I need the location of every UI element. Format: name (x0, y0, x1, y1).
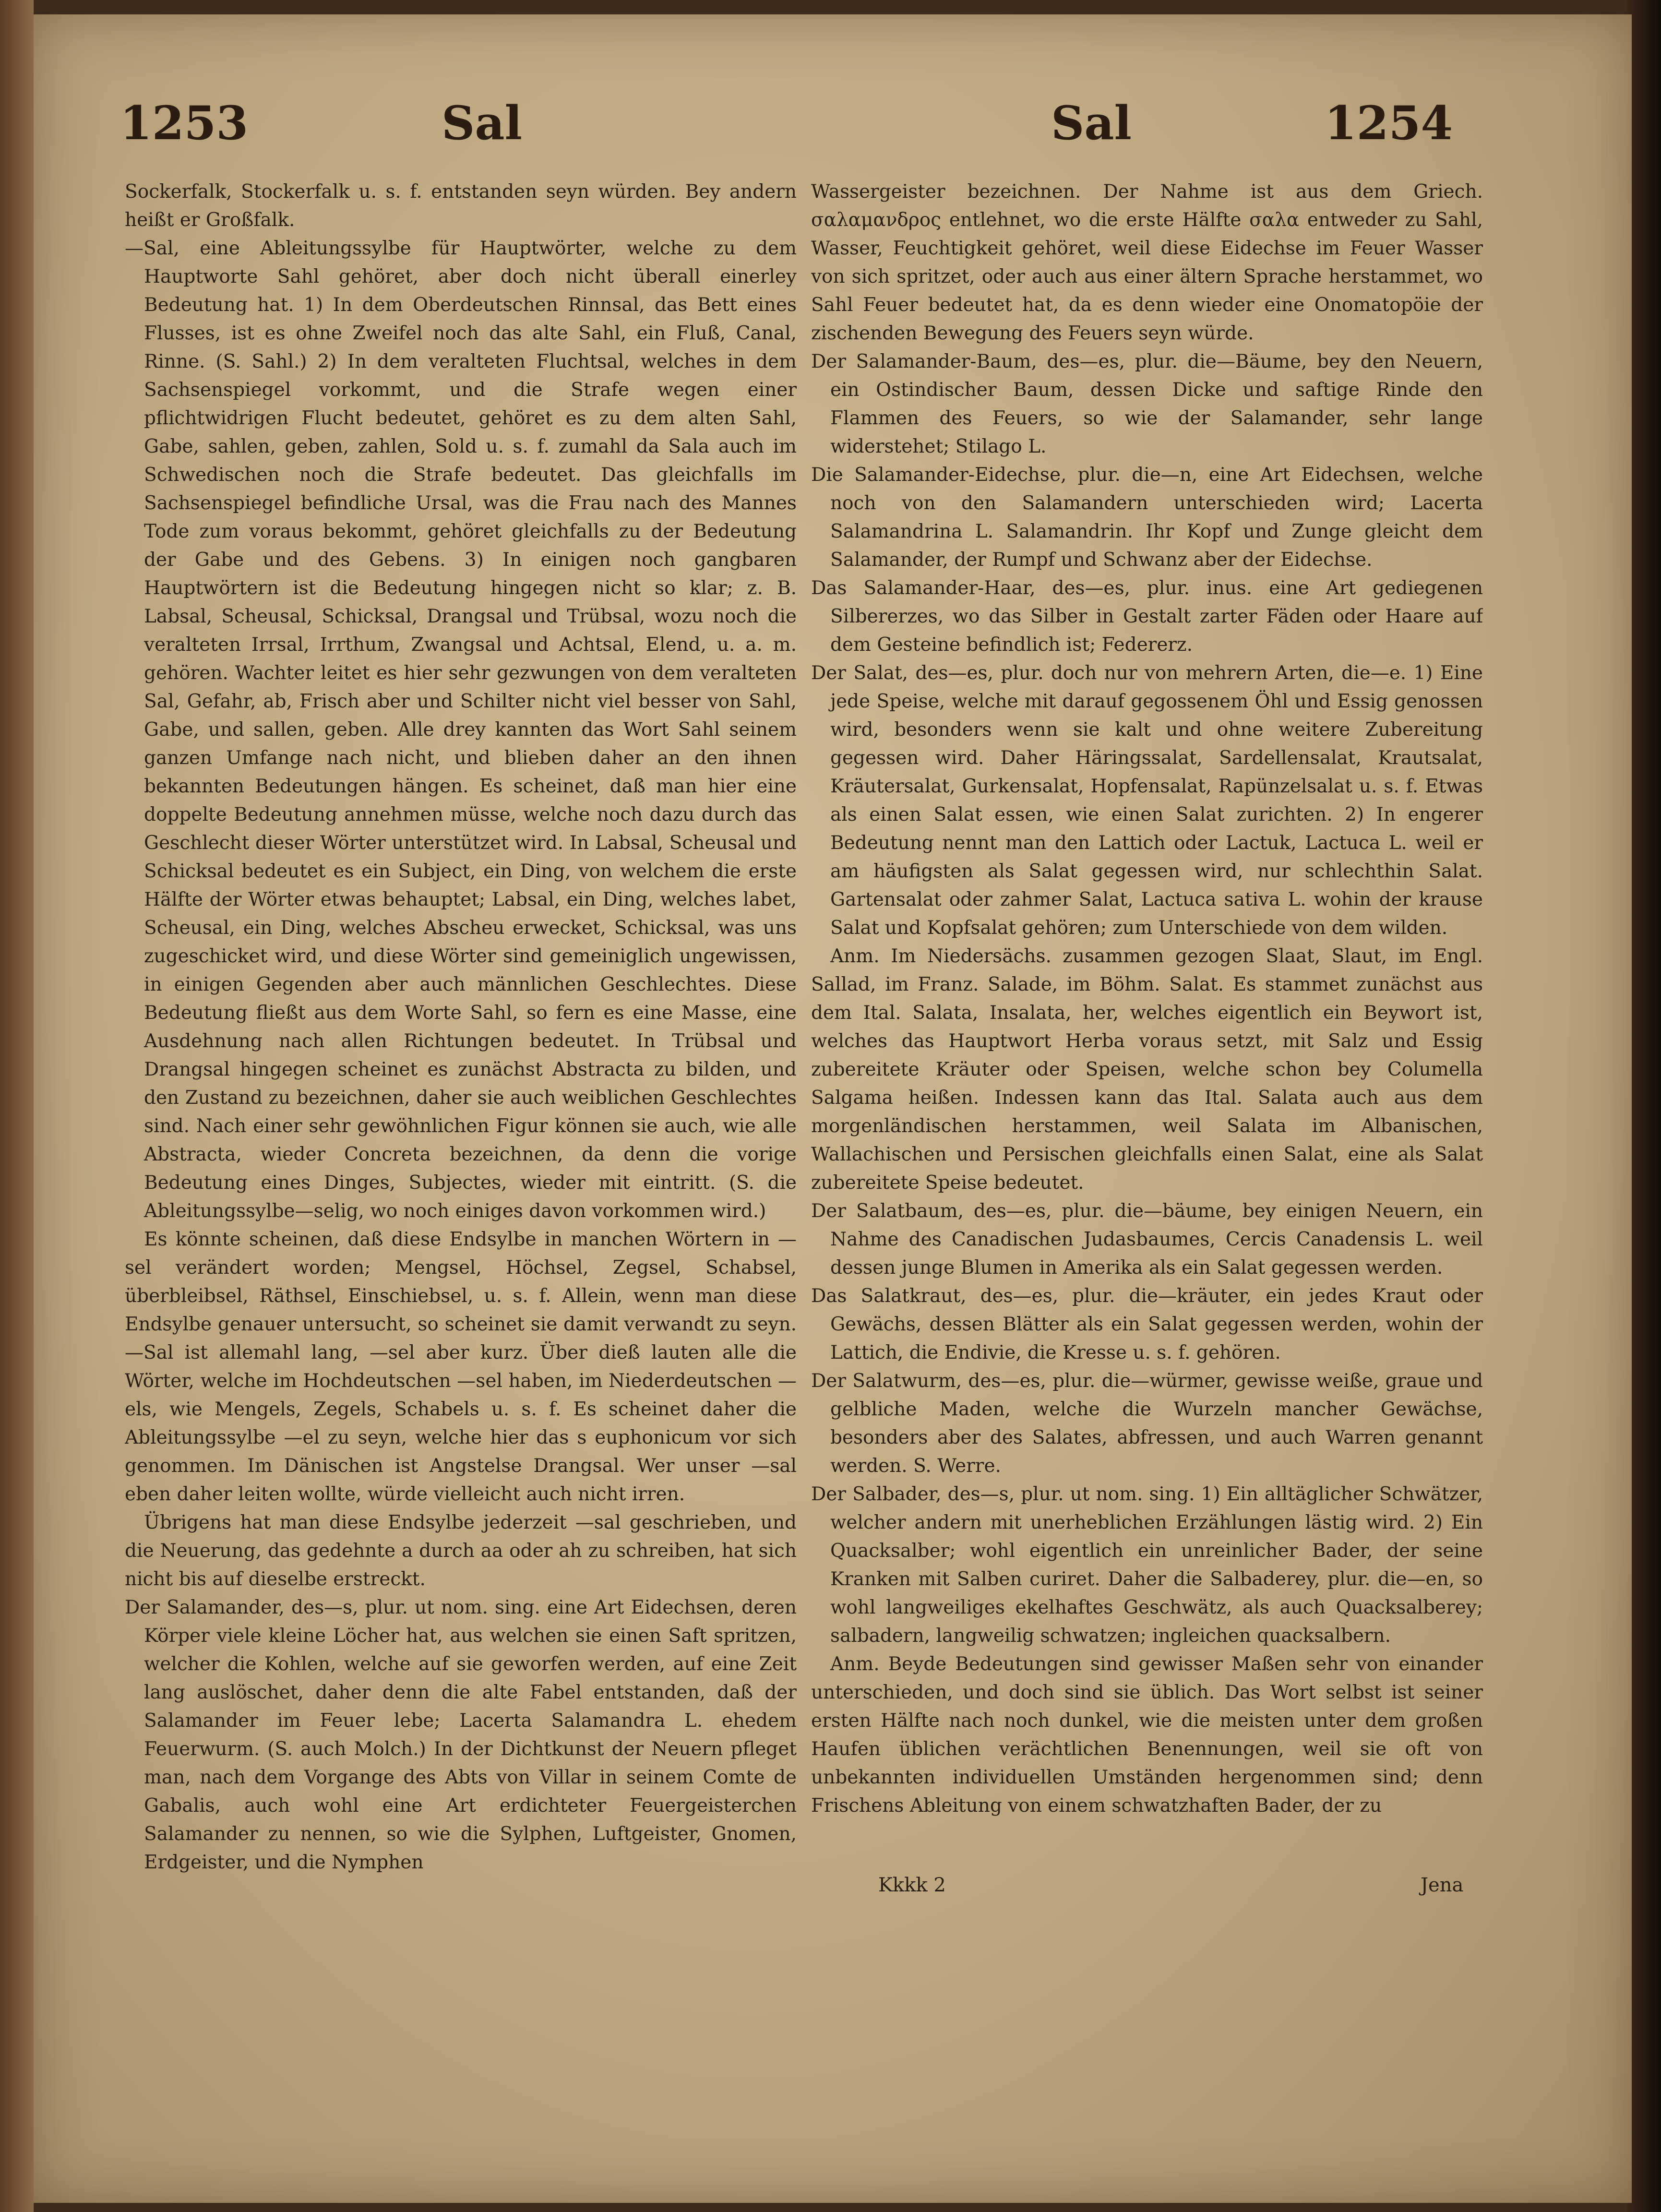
page-number-left: 1253 (120, 96, 249, 150)
running-head-right: Sal (1051, 96, 1132, 150)
running-head-left: Sal (442, 96, 522, 150)
annotation: Anm. Beyde Bedeutungen sind gewisser Maßen sehr von einander unterschieden, und doch sind sie üblich. Das Wort selbst ist seiner ersten Hälfte nach noch dunkel, wie die meisten unter dem großen Haufen üblichen verächtlichen Benennungen, weil sie oft von unbekannten individuellen Umständen hergenommen sind; denn Frischens Ableitung von einem schwatzhaften Bader, der zu (811, 1653, 1483, 1817)
book-gutter (0, 0, 34, 2212)
dictionary-entry-salatkraut: Das Salatkraut, des—es, plur. die—kräuter, ein jedes Kraut oder Gewächs, dessen Blätter als ein Salat gegessen werden, wohin der Lattich, die Endivie, die Kresse u. s. f. gehören. (811, 1285, 1483, 1363)
page-number-right: 1254 (1325, 96, 1453, 150)
paragraph: Sockerfalk, Stockerfalk u. s. f. entstanden seyn würden. Bey andern heißt er Großfalk. (125, 181, 797, 231)
dictionary-entry-sal: —Sal, eine Ableitungssylbe für Hauptwörter, welche zu dem Hauptworte Sahl gehöret, aber doch nicht überall einerley Bedeutung hat. 1) In dem Oberdeutschen Rinnsal, das Bett eines Flusses, ist es ohne Zweifel noch das alte Sahl, ein Fluß, Canal, Rinne. (S. Sahl.) 2) In dem veralteten Fluchtsal, welches in dem Sachsenspiegel vorkommt, und die Strafe wegen einer pflichtwidrigen Flucht bedeutet, gehöret es zu dem alten Sahl, Gabe, sahlen, geben, zahlen, Sold u. s. f. zumahl da Sala auch im Schwedischen noch die Strafe bedeutet. Das gleichfalls im Sachsenspiegel befindliche Ursal, was die Frau nach des Mannes Tode zum voraus bekommt, gehöret gleichfalls zu der Bedeutung der Gabe und des Gebens. 3) In einigen noch gangbaren Hauptwörtern ist die Bedeutung hingegen nicht so klar; z. B. Labsal, Scheusal, Schicksal, Drangsal und Trübsal, wozu noch die veralteten Irrsal, Irrthum, Zwangsal und Achtsal, Elend, u. a. m. gehören. Wachter leitet es hier sehr gezwungen von dem veralteten Sal, Gefahr, ab, Frisch aber und Schilter nicht viel besser von Sahl, Gabe, und sallen, geben. Alle drey kannten das Wort Sahl seinem ganzen Umfange nach nicht, und blieben daher an den ihnen bekannten Bedeutungen hängen. Es scheinet, daß man hier eine doppelte Bedeutung annehmen müsse, welche noch dazu durch das Geschlecht dieser Wörter unterstützet wird. In Labsal, Scheusal und Schicksal bedeutet es ein Subject, ein Ding, von welchem die erste Hälfte der Wörter etwas behauptet; Labsal, ein Ding, welches labet, Scheusal, ein Ding, welches Abscheu erwecket, Schicksal, was uns zugeschicket wird, und diese Wörter sind gemeiniglich ungewissen, in einigen Gegenden aber auch männlichen Geschlechtes. Diese Bedeutung fließt aus dem Worte Sahl, so fern es eine Masse, eine Ausdehnung nach allen Richtungen bedeutet. In Trübsal und Drangsal hingegen scheinet es zunächst Abstracta zu bilden, und den Zustand zu bezeichnen, daher sie auch weiblichen Geschlechtes sind. Nach einer sehr gewöhnlichen Figur können sie auch, wie alle Abstracta, wieder Concreta bezeichnen, da denn die vorige Bedeutung eines Dinges, Subjectes, wieder mit eintritt. (S. die Ableitungssylbe—selig, wo noch einiges davon vorkommen wird.) (125, 238, 797, 1222)
dictionary-entry-salamander-baum: Der Salamander-Baum, des—es, plur. die—Bäume, bey den Neuern, ein Ostindischer Baum, dessen Dicke und saftige Rinde den Flammen des Feuers, so wie der Salamander, sehr lange widerstehet; Stilago L. (811, 351, 1483, 457)
dictionary-entry-salamander: Der Salamander, des—s, plur. ut nom. sing. eine Art Eidechsen, deren Körper viele kleine Löcher hat, aus welchen sie einen Saft spritzen, welcher die Kohlen, welche auf sie geworfen werden, auf eine Zeit lang auslöschet, daher denn die alte Fabel entstanden, daß der Salamander im Feuer lebe; Lacerta Salamandra L. ehedem Feuerwurm. (S. auch Molch.) In der Dichtkunst der Neuern pfleget man, nach dem Vorgange des Abts von Villar in seinem Comte de Gabalis, auch wohl eine Art erdichteter Feuergeisterchen Salamander zu nennen, so wie die Sylphen, Luftgeister, Gnomen, Erdgeister, und die Nymphen (125, 1597, 797, 1873)
dictionary-entry-salatbaum: Der Salatbaum, des—es, plur. die—bäume, bey einigen Neuern, ein Nahme des Canadischen Judasbaumes, Cercis Canadensis L. weil dessen junge Blumen in Amerika als ein Salat gegessen werden. (811, 1200, 1483, 1279)
page-edge (1627, 0, 1661, 2212)
dictionary-entry-salamander-haar: Das Salamander-Haar, des—es, plur. inus. eine Art gediegenen Silbererzes, wo das Silber in Gestalt zarter Fäden oder Haare auf dem Gesteine befindlich ist; Federerz. (811, 577, 1483, 656)
annotation: Anm. Im Niedersächs. zusammen gezogen Slaat, Slaut, im Engl. Sallad, im Franz. Salade, im Böhm. Salat. Es stammet zunächst aus dem Ital. Salata, Insalata, her, welches eigentlich ein Beywort ist, welches das Hauptwort Herba voraus setzt, mit Salz und Essig zubereitete Kräuter oder Speisen, welche schon bey Columella Salgama heißen. Indessen kann das Ital. Salata auch aus dem morgenländischen herstammen, weil Salata im Albanischen, Wallachischen und Persischen gleichfalls einen Salat, eine als Salat zubereitete Speise bedeutet. (811, 945, 1483, 1194)
left-column (125, 178, 797, 1925)
dictionary-entry-salat: Der Salat, des—es, plur. doch nur von mehrern Arten, die—e. 1) Eine jede Speise, welche mit darauf gegossenem Öhl und Essig genossen wird, besonders wenn sie kalt und ohne weitere Zubereitung gegessen wird. Daher Häringssalat, Sardellensalat, Krautsalat, Kräutersalat, Gurkensalat, Hopfensalat, Rapünzelsalat u. s. f. Etwas als einen Salat essen, wie einen Salat zurichten. 2) In engerer Bedeutung nennt man den Lattich oder Lactuk, Lactuca L. weil er am häufigsten als Salat gegessen wird, nur schlechthin Salat. Gartensalat oder zahmer Salat, Lactuca sativa L. wohin der krause Salat und Kopfsalat gehören; zum Unterschiede von dem wilden. (811, 662, 1483, 939)
dictionary-entry-salbader: Der Salbader, des—s, plur. ut nom. sing. 1) Ein alltäglicher Schwätzer, welcher andern mit unerheblichen Erzählungen lästig wird. 2) Ein Quacksalber; wohl eigentlich ein unreinlicher Bader, der seine Kranken mit Salben curiret. Daher die Salbaderey, plur. die—en, so wohl langweiliges ekelhaftes Geschwätz, als auch Quacksalberey; salbadern, langweilig schwatzen; ingleichen quacksalbern. (811, 1483, 1483, 1647)
catchword: Jena (1421, 1874, 1464, 1896)
dictionary-entry-salamander-eidechse: Die Salamander-Eidechse, plur. die—n, eine Art Eidechsen, welche noch von den Salamandern unterschieden wird; Lacerta Salamandrina L. Salamandrin. Ihr Kopf und Zunge gleicht dem Salamander, der Rumpf und Schwanz aber der Eidechse. (811, 464, 1483, 571)
signature-mark: Kkkk 2 (878, 1874, 946, 1896)
paragraph: Übrigens hat man diese Endsylbe jederzeit —sal geschrieben, und die Neuerung, das gedehnte a durch aa oder ah zu schreiben, hat sich nicht bis auf dieselbe erstreckt. (125, 1512, 797, 1590)
paragraph: Es könnte scheinen, daß diese Endsylbe in manchen Wörtern in —sel verändert worden; Mengsel, Höchsel, Zegsel, Schabsel, überbleibsel, Räthsel, Einschiebsel, u. s. f. Allein, wenn man diese Endsylbe genauer untersucht, so scheinet sie damit verwandt zu seyn. —Sal ist allemahl lang, —sel aber kurz. Über dieß lauten alle die Wörter, welche im Hochdeutschen —sel haben, im Niederdeutschen —els, wie Mengels, Zegels, Schabels u. s. f. Es scheinet daher die Ableitungssylbe —el zu seyn, welche hier das s euphonicum vor sich genommen. Im Dänischen ist Angstelse Drangsal. Wer unser —sal eben daher leiten wollte, würde vielleicht auch nicht irren. (125, 1229, 797, 1505)
dictionary-entry-salatwurm: Der Salatwurm, des—es, plur. die—würmer, gewisse weiße, graue und gelbliche Maden, welche die Wurzeln mancher Gewächse, besonders aber des Salates, abfressen, und auch Warren genannt werden. S. Werre. (811, 1370, 1483, 1477)
paragraph: Wassergeister bezeichnen. Der Nahme ist aus dem Griech. σαλαμανδρος entlehnet, wo die erste Hälfte σαλα entweder zu Sahl, Wasser, Feuchtigkeit gehöret, weil diese Eidechse im Feuer Wasser von sich spritzet, oder auch aus einer ältern Sprache herstammet, wo Sahl Feuer bedeutet hat, da es denn wieder eine Onomatopöie der zischenden Bewegung des Feuers seyn würde. (811, 181, 1483, 344)
right-column (811, 178, 1483, 1925)
